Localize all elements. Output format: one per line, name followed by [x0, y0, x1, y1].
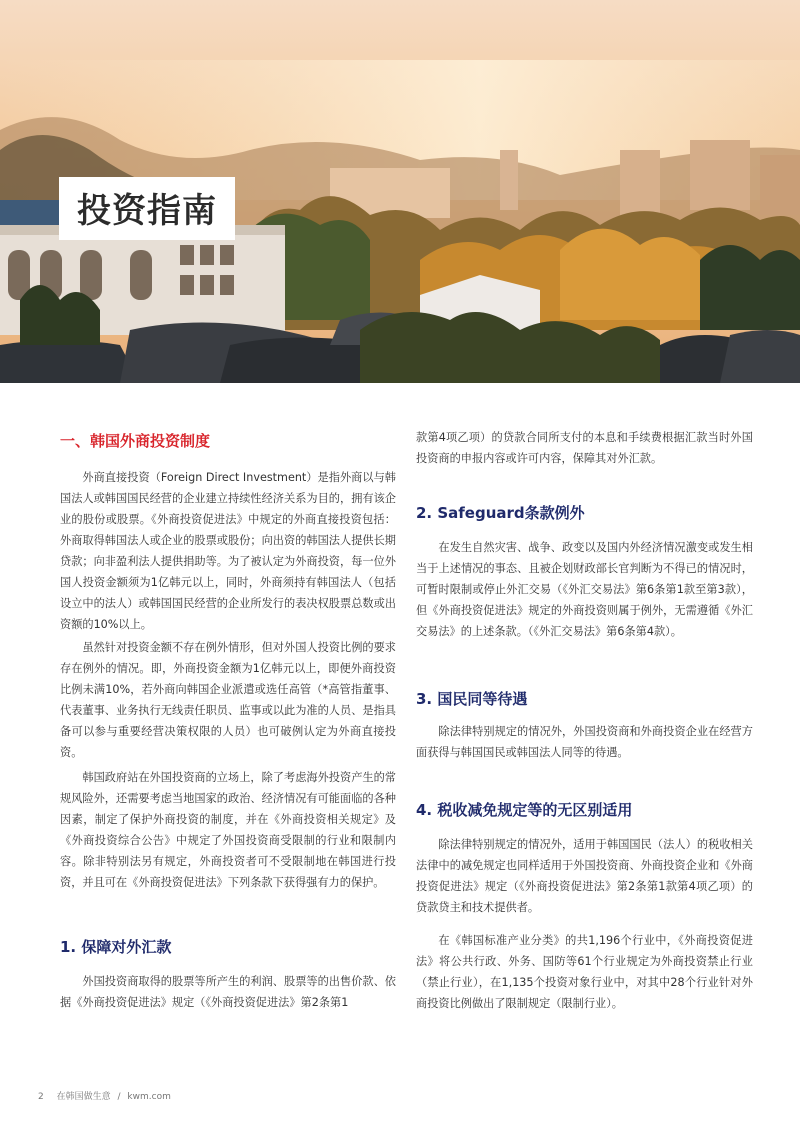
paragraph-fdi-definition: 外商直接投资（Foreign Direct Investment）是指外商以与韩国法人或韩国国民经营的企业建立持续性经济关系为目的，拥有该企业的股份或股票。《外商投资促进法》中规定的外商直接投资包括：外商取得韩国法人或企业的股票或股份；向出资的韩国法人提供长期贷款；向非盈利法人提供捐助等。为了被认定为外商投资，每一位外国人投资金额须为1亿韩元以上，同时，外商须持有韩国法人（包括设立中的法人）或韩国国民经营的企业所发行的表决权股票总数或出资额的10%以上。 [60, 471, 396, 631]
paragraph-remittance-continued: 款第4项乙项）的贷款合同所支付的本息和手续费根据汇款当时外国投资商的申报内容或许可内容，保障其对外汇款。 [416, 431, 753, 465]
subheading-remittance: 1. 保障对外汇款 [60, 938, 172, 956]
publication-name: 在韩国做生意 [56, 1092, 111, 1102]
page-footer [38, 1089, 181, 1102]
section-heading: 一、韩国外商投资制度 [60, 432, 211, 450]
subheading-national-treatment: 3. 国民同等待遇 [416, 690, 528, 708]
paragraph-safeguard: 在发生自然灾害、战争、政变以及国内外经济情况激变或发生相当于上述情况的事态、且被企划财政部长官判断为不得已的情况时，可暂时限制或停止外汇交易（《外汇交易法》第6条第1款至第3款），但《外商投资促进法》规定的外商投资则属于例外，无需遵循《外汇交易法》的上述条款。（《外汇交易法》第6条第4款）。 [416, 541, 753, 638]
page-title: 投资指南 [59, 177, 235, 240]
subheading-safeguard: 2. Safeguard条款例外 [416, 504, 585, 522]
paragraph-tax: 除法律特别规定的情况外，适用于韩国国民（法人）的税收相关法律中的减免规定也同样适用于外国投资商、外商投资企业和《外商投资促进法》规定（《外商投资促进法》第2条第1款第4项乙项）的贷款贷主和技术提供者。 [416, 838, 753, 914]
paragraph-industry-restrictions: 在《韩国标准产业分类》的共1,196个行业中，《外商投资促进法》将公共行政、外务、国防等61个行业规定为外商投资禁止行业（禁止行业），在1,135个投资对象行业中，对其中28个行业针对外商投资比例做出了限制规定（限制行业）。 [416, 934, 753, 1010]
footer-separator: / [117, 1092, 121, 1102]
paragraph-government-protection: 韩国政府站在外国投资商的立场上，除了考虑海外投资产生的常规风险外，还需要考虑当地国家的政治、经济情况有可能面临的各种因素，制定了保护外商投资的制度，并在《外商投资相关规定》及《外商投资综合公告》中规定了外国投资商受限制的行业和限制内容。除非特别法另有规定，外商投资者可不受限制地在韩国进行投资，并且可在《外商投资促进法》下列条款下获得强有力的保护。 [60, 771, 396, 889]
subheading-tax: 4. 税收减免规定等的无区别适用 [416, 801, 633, 819]
website-link[interactable]: kwm.com [127, 1092, 171, 1102]
paragraph-national-treatment: 除法律特别规定的情况外，外国投资商和外商投资企业在经营方面获得与韩国国民或韩国法人同等的待遇。 [416, 725, 753, 759]
paragraph-exception: 虽然针对投资金额不存在例外情形，但对外国人投资比例的要求存在例外的情况。即，外商投资金额为1亿韩元以上，即便外商投资比例未满10%，若外商向韩国企业派遣或选任高管（*高管指董事、代表董事、业务执行无线责任职员、监事或以此为准的人员、是指具备可以参与重要经营决策权限的人员）也可破例认定为外商直接投资。 [60, 641, 396, 759]
page-number: 2 [38, 1092, 44, 1102]
paragraph-remittance: 外国投资商取得的股票等所产生的利润、股票等的出售价款、依据《外商投资促进法》规定（《外商投资促进法》第2条第1 [60, 975, 396, 1009]
hero-photo [0, 0, 800, 383]
